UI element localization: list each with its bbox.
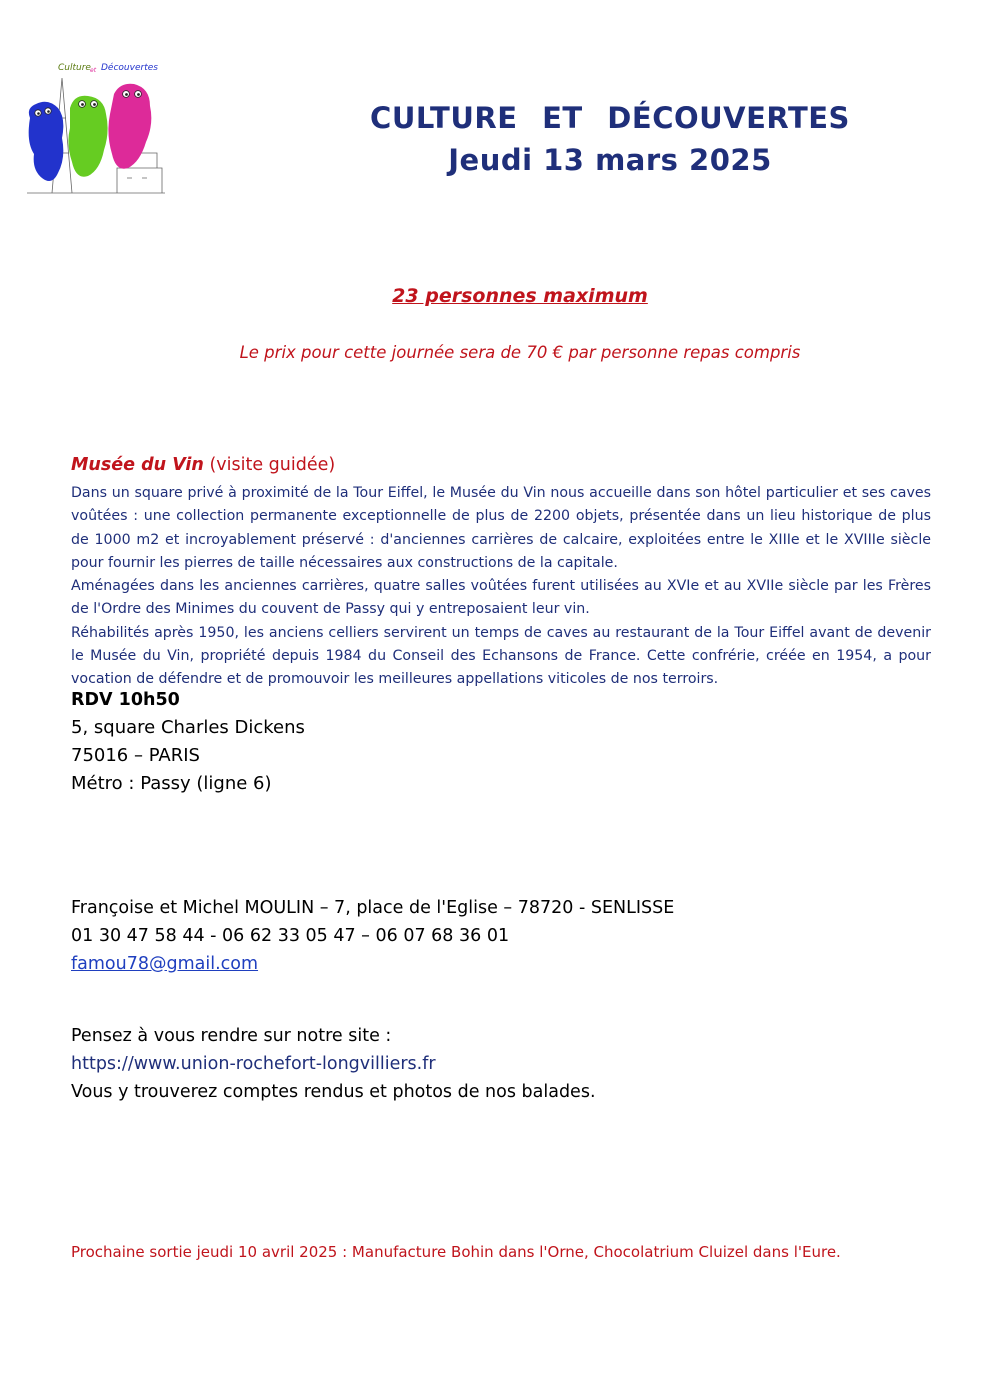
culture-decouvertes-logo bbox=[22, 58, 170, 198]
meeting-metro: Métro : Passy (ligne 6) bbox=[71, 773, 272, 794]
website-outro: Vous y trouverez comptes rendus et photos de nos balades. bbox=[71, 1082, 596, 1102]
price-notice: Le prix pour cette journée sera de 70 € par personne repas compris bbox=[239, 343, 801, 362]
contact-email-link[interactable]: famou78@gmail.com bbox=[71, 954, 259, 974]
capacity-notice: 23 personnes maximum bbox=[392, 285, 648, 307]
meeting-address-city: 75016 – PARIS bbox=[71, 745, 200, 766]
museum-paragraph: Dans un square privé à proximité de la Tour Eiffel, le Musée du Vin nous accueille dans son hôtel particulier et ses caves voûtées : une collection permanente exceptionnelle de plus de 2200 objets, présentée dans un lieu historique de plus de 1000 m2 et incroyablement préservé : d'anciennes carrières de calcaire, exploitées entre le XIIIe et le XVIIIe siècle pour fournir les pierres de taille nécessaires aux constructions de la capitale. bbox=[71, 485, 931, 571]
website-intro: Pensez à vous rendre sur notre site : bbox=[71, 1026, 392, 1046]
next-outing-notice: Prochaine sortie jeudi 10 avril 2025 : Manufacture Bohin dans l'Orne, Chocolatrium Cluizel dans l'Eure. bbox=[71, 1243, 841, 1261]
meeting-address-street: 5, square Charles Dickens bbox=[71, 717, 305, 738]
contact-phones: 01 30 47 58 44 - 06 62 33 05 47 – 06 07 68 36 01 bbox=[71, 926, 510, 946]
museum-visit-type: (visite guidée) bbox=[209, 455, 336, 475]
contact-names: Françoise et Michel MOULIN – 7, place de l'Eglise – 78720 - SENLISSE bbox=[71, 898, 675, 918]
logo-text-decouvertes: Découvertes bbox=[101, 63, 158, 73]
website-link[interactable]: https://www.union-rochefort-longvilliers.fr bbox=[71, 1054, 436, 1074]
museum-paragraph: Réhabilités après 1950, les anciens celliers servirent un temps de caves au restaurant de la Tour Eiffel avant de devenir le Musée du Vin, propriété depuis 1984 du Conseil des Echansons de France. Cette confrérie, créée en 1954, a pour vocation de défendre et de promouvoir les meilleures appellations viticoles de nos terroirs. bbox=[71, 624, 931, 688]
museum-description bbox=[71, 482, 931, 692]
logo-text-culture: Culture bbox=[58, 63, 91, 73]
museum-name: Musée du Vin bbox=[71, 455, 204, 475]
logo-illustration bbox=[22, 58, 170, 198]
event-date: Jeudi 13 mars 2025 bbox=[448, 143, 772, 177]
logo-text-et: et bbox=[90, 67, 97, 74]
meeting-time: RDV 10h50 bbox=[71, 690, 180, 710]
page-title: CULTURE ET DÉCOUVERTES bbox=[370, 101, 850, 135]
museum-heading bbox=[71, 455, 335, 475]
museum-paragraph: Aménagées dans les anciennes carrières, quatre salles voûtées furent utilisées au XVIe et au XVIIe siècle par les Frères de l'Ordre des Minimes du couvent de Passy qui y entreposaient leur vin. bbox=[71, 578, 931, 618]
